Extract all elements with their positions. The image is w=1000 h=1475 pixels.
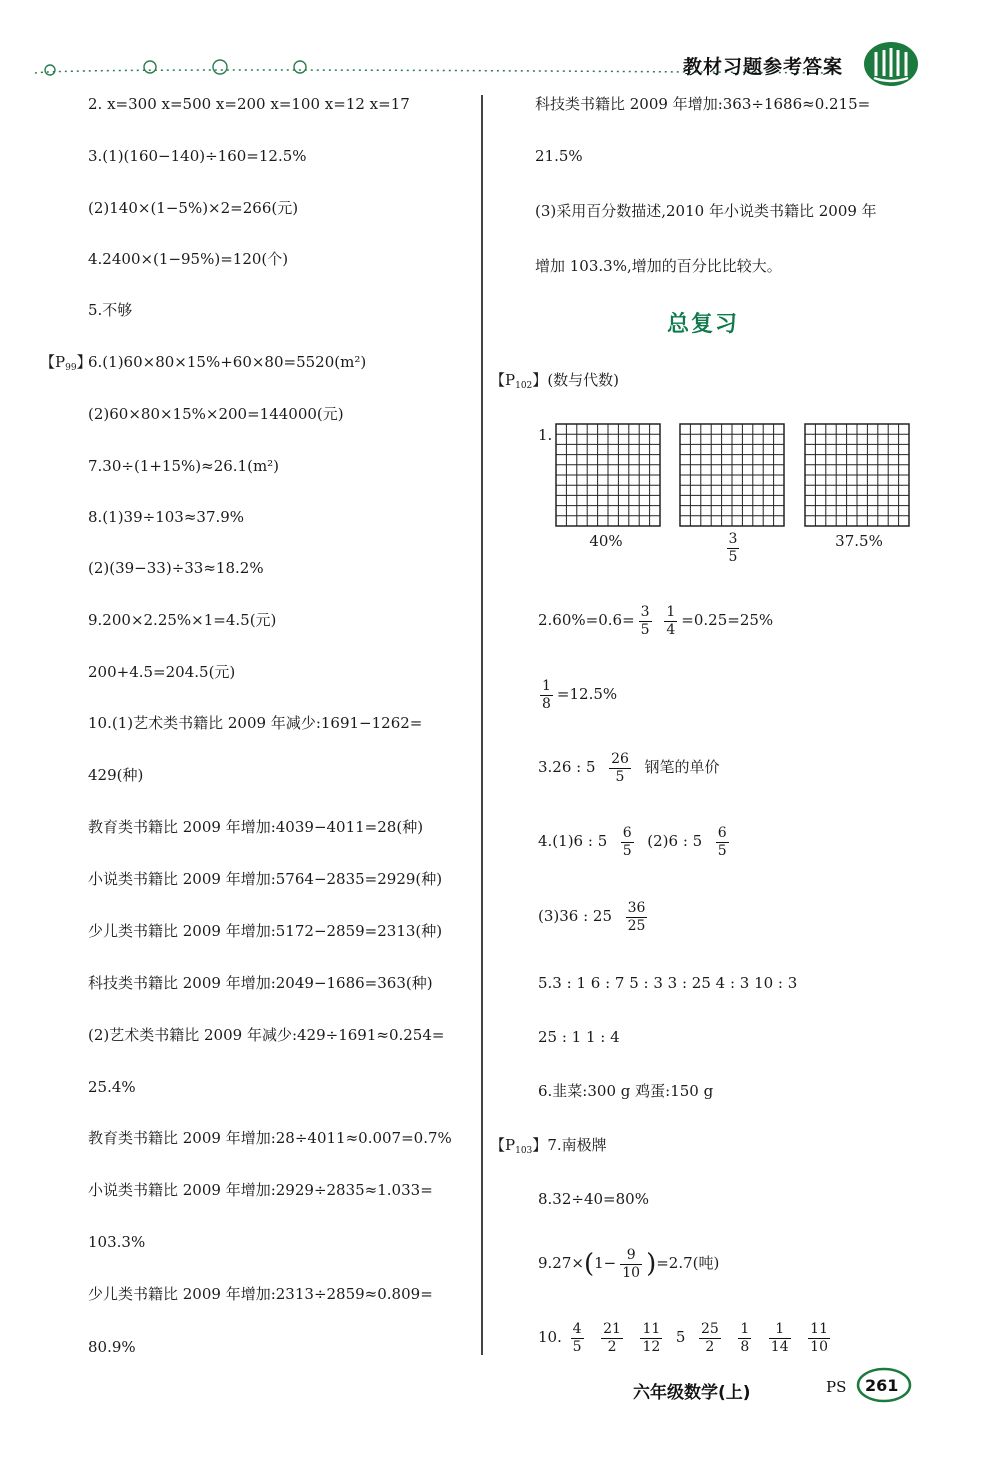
section-title: 总复习 [667,312,740,337]
answer-line: 4.2400×(1−95%)=120(个) [88,250,289,268]
answer-line: 小说类书籍比 2009 年增加:5764−2835=2929(种) [88,870,443,888]
answer-line: 8.(1)39÷103≈37.9% [88,508,245,526]
answer-line: 教育类书籍比 2009 年增加:4039−4011=28(种) [88,818,424,836]
answer-line: 200+4.5=204.5(元) [88,663,236,681]
grid-40-percent [555,423,661,527]
answer-line-q2: 2.60%=0.6= $\frac{3}{5}$ $\frac{1}{4}$ =0.25=25% [538,603,774,638]
answer-line: 小说类书籍比 2009 年增加:2929÷2835≈1.033= [88,1181,433,1199]
page-reference-p103: 【$P_{103}$】7.南极牌 [490,1136,607,1156]
answer-line: 少儿类书籍比 2009 年增加:2313÷2859≈0.809= [88,1285,433,1303]
answer-line: (2)60×80×15%×200=144000(元) [88,405,344,423]
answer-line: 10.(1)艺术类书籍比 2009 年减少:1691−1262= [88,714,423,732]
answer-line: (2)艺术类书籍比 2009 年减少:429÷1691≈0.254= [88,1026,445,1044]
grid-caption-fraction: $\frac{3}{5}$ [728,531,738,565]
grid-three-fifths [679,423,785,527]
answer-line: 少儿类书籍比 2009 年增加:5172−2859=2313(种) [88,922,443,940]
answer-line: 21.5% [535,147,583,165]
answer-line-q9: 9.27×(1− $\frac{9}{10}$ )=2.7(吨) [538,1246,720,1281]
answer-line: 教育类书籍比 2009 年增加:28÷4011≈0.007=0.7% [88,1129,452,1147]
page-number: 261 [865,1376,899,1395]
answer-line: (2)(39−33)÷33≈18.2% [88,559,264,577]
header-title: 教材习题参考答案 [683,56,844,78]
grid-caption: 37.5% [835,532,883,550]
answer-line: (2)140×(1−5%)×2=266(元) [88,199,299,217]
answer-line-q3: 3.26 : 5 $\frac{26}{5}$ 钢笔的单价 [538,750,720,785]
grid-caption: 40% [589,532,623,550]
answer-line: 6.韭菜:300 g 鸡蛋:150 g [538,1082,714,1100]
answer-line: 80.9% [88,1338,136,1356]
answer-line: 增加 103.3%,增加的百分比比较大。 [535,257,782,275]
column-divider [481,95,483,1355]
answer-line: 3.(1)(160−140)÷160=12.5% [88,147,307,165]
answer-line: 5.3 : 1 6 : 7 5 : 3 3 : 25 4 : 3 10 : 3 [538,974,798,992]
answer-line-q10: 10. $\frac{4}{5}$ $\frac{21}{2}$ $\frac{11}{12}$ 5 $\frac{25}{2}$ $\frac{1}{8}$ $\frac{1}{14}$ $\frac{11}{10}$ [538,1320,828,1355]
answer-line: 科技类书籍比 2009 年增加:2049−1686=363(种) [88,974,433,992]
answer-line-q4c: (3)36 : 25 $\frac{36}{25}$ [538,899,646,934]
answer-line: 25 : 1 1 : 4 [538,1028,620,1046]
answer-line: 103.3% [88,1233,146,1251]
answer-line: 2. x=300 x=500 x=200 x=100 x=12 x=17 [88,95,410,113]
answer-line: 5.不够 [88,301,133,319]
grid-37-5-percent [804,423,910,527]
answer-line: 科技类书籍比 2009 年增加:363÷1686≈0.215= [535,95,871,113]
page-reference-p102: 【$P_{102}$】(数与代数) [490,371,620,391]
footer-book-title: 六年级数学(上) [633,1383,751,1403]
answer-line: 6.(1)60×80×15%+60×80=5520(m²) [88,353,367,371]
answer-line: 9.200×2.25%×1=4.5(元) [88,611,277,629]
answer-line-q2b: $\frac{1}{8}$ =12.5% [542,677,618,712]
book-logo-icon [862,40,920,88]
page-reference-p99: 【$P_{99}$】 [40,353,92,373]
answer-line: 7.30÷(1+15%)≈26.1(m²) [88,457,280,475]
answer-line: 25.4% [88,1078,136,1096]
answer-line: 429(种) [88,766,144,784]
answer-line: 8.32÷40=80% [538,1190,649,1208]
answer-line: (3)采用百分数描述,2010 年小说类书籍比 2009 年 [535,202,877,220]
footer-edition: PS [826,1378,847,1396]
question-number: 1. [538,426,553,444]
answer-line-q4: 4.(1)6 : 5 $\frac{6}{5}$ (2)6 : 5 $\frac{6}{5}$ [538,824,727,859]
